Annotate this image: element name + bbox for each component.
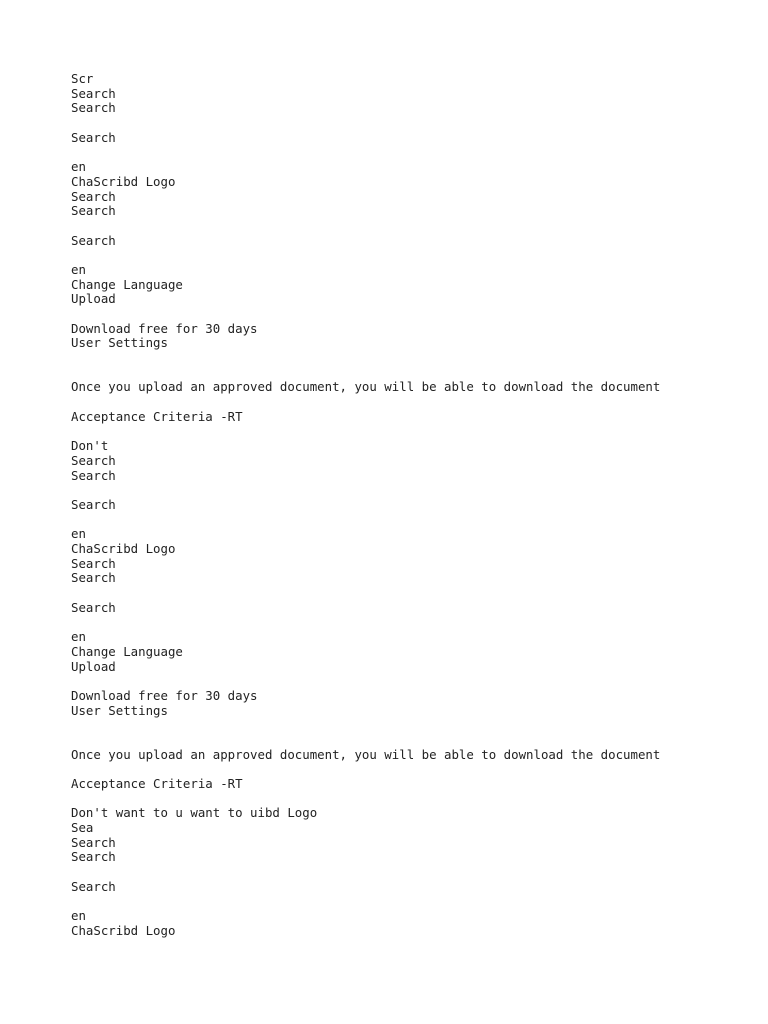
text-line: Don't: [71, 438, 109, 454]
text-line: User Settings: [71, 335, 168, 351]
document-text-body: [71, 72, 751, 939]
blank-line: [71, 895, 751, 910]
text-line: ChaScribd Logo: [71, 541, 176, 557]
blank-line: [71, 865, 751, 880]
text-line: Search: [71, 555, 116, 571]
text-line: Acceptance Criteria -RT: [71, 776, 243, 792]
blank-line: [71, 116, 751, 131]
text-line: Search: [71, 100, 116, 116]
text-line: Once you upload an approved document, you will be able to download the document: [71, 746, 661, 762]
text-line: Search: [71, 85, 116, 101]
text-line: Search: [71, 849, 116, 865]
text-line: en: [71, 261, 86, 277]
blank-line: [71, 792, 751, 807]
blank-line: [71, 513, 751, 528]
text-line: Change Language: [71, 643, 183, 659]
text-line: en: [71, 629, 86, 645]
blank-line: [71, 425, 751, 440]
text-line: Search: [71, 467, 116, 483]
text-line: Sea: [71, 820, 94, 836]
text-line: Search: [71, 203, 116, 219]
text-line: Search: [71, 232, 116, 248]
text-line: Scr: [71, 71, 94, 86]
text-line: Search: [71, 129, 116, 145]
text-line: Search: [71, 188, 116, 204]
text-line: Search: [71, 599, 116, 615]
text-line: Search: [71, 878, 116, 894]
text-line: Download free for 30 days: [71, 687, 258, 703]
text-line: Download free for 30 days: [71, 320, 258, 336]
text-line: Search: [71, 570, 116, 586]
blank-line: [71, 586, 751, 601]
blank-line: [71, 395, 751, 410]
text-line: ChaScribd Logo: [71, 922, 176, 938]
text-line: Once you upload an approved document, you will be able to download the document: [71, 379, 661, 395]
text-line: Upload: [71, 291, 116, 307]
blank-line: [71, 248, 751, 263]
blank-line: [71, 351, 751, 380]
text-line: Search: [71, 496, 116, 512]
text-line: Don't want to u want to uibd Logo: [71, 805, 318, 821]
blank-line: [71, 718, 751, 747]
text-line: Acceptance Criteria -RT: [71, 408, 243, 424]
blank-line: [71, 483, 751, 498]
text-line: User Settings: [71, 702, 168, 718]
blank-line: [71, 674, 751, 689]
blank-line: [71, 219, 751, 234]
text-line: Search: [71, 834, 116, 850]
text-line: Upload: [71, 658, 116, 674]
text-line: en: [71, 159, 86, 175]
blank-line: [71, 307, 751, 322]
text-line: Search: [71, 452, 116, 468]
blank-line: [71, 145, 751, 160]
blank-line: [71, 615, 751, 630]
text-line: en: [71, 908, 86, 924]
blank-line: [71, 762, 751, 777]
text-line: en: [71, 526, 86, 542]
text-line: ChaScribd Logo: [71, 173, 176, 189]
text-line: Change Language: [71, 276, 183, 292]
